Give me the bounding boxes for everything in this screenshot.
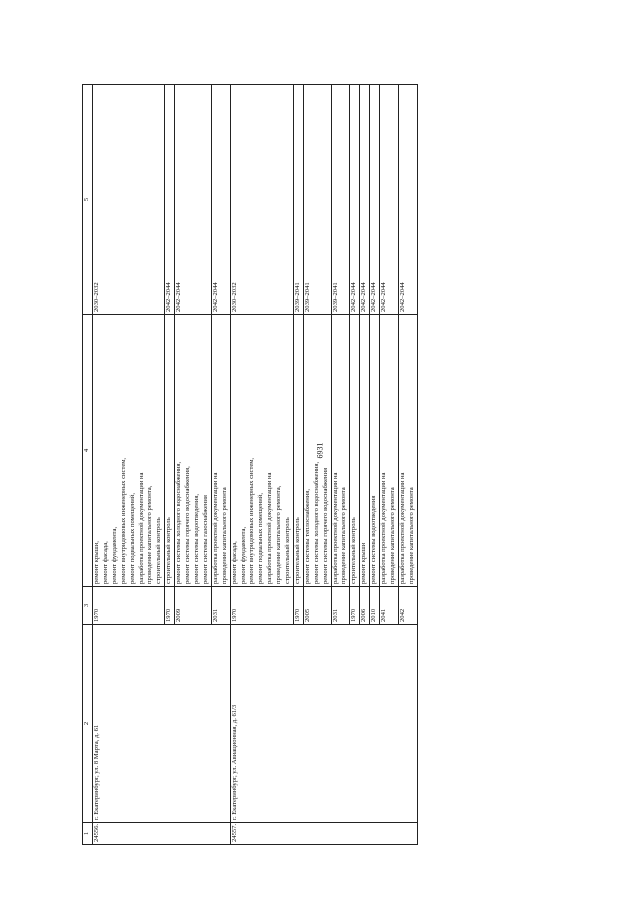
- work-item: ремонт системы водоотведения: [370, 495, 378, 584]
- work-item: ремонт крыши,: [93, 541, 100, 584]
- work-item: ремонт системы холодного водоснабжения,: [175, 461, 183, 584]
- period-cell: 2042–2044: [380, 85, 399, 315]
- work-item: ремонт системы газоснабжения: [201, 495, 209, 584]
- work-item: ремонт фундамента,: [239, 526, 247, 584]
- works-cell: [303, 315, 331, 587]
- capital-repair-table: [82, 84, 418, 845]
- rotated-table-wrapper: [82, 85, 518, 845]
- work-item: ремонт фундамента,: [110, 526, 118, 584]
- header-col-5: 5: [83, 85, 93, 315]
- work-item: разработка проектной документации на: [380, 472, 388, 584]
- year-cell: 1970: [293, 587, 303, 625]
- period-cell: 2042–2044: [350, 85, 360, 315]
- header-col-3: 3: [83, 587, 93, 625]
- work-item: разработка проектной документации на: [331, 472, 339, 584]
- work-item: проведение капитального ремонта: [389, 487, 396, 584]
- work-item: проведение капитального ремонта: [220, 487, 228, 584]
- works-cell: [293, 315, 303, 587]
- year-cell: 2031: [331, 587, 350, 625]
- year-cell: 2006: [360, 587, 370, 625]
- work-item: проведение капитального ремонта: [340, 487, 348, 584]
- work-item: строительный контроль: [155, 517, 163, 584]
- works-cell: [350, 315, 360, 587]
- work-item: ремонт крыши: [360, 542, 368, 584]
- year-cell: 2042: [398, 587, 417, 625]
- work-item: проведение капитального ремонта: [407, 487, 415, 584]
- year-cell: 2031: [211, 587, 230, 625]
- work-item: строительный контроль: [293, 517, 301, 584]
- work-item: разработка проектной документации на: [211, 472, 219, 584]
- period-cell: 2042–2044: [175, 85, 212, 315]
- period-cell: 2042–2044: [370, 85, 380, 315]
- year-cell: 2010: [370, 587, 380, 625]
- period-cell: 2030–2032: [93, 85, 165, 315]
- year-cell: 1970: [230, 587, 293, 625]
- period-cell: 2030–2032: [230, 85, 293, 315]
- works-cell: [230, 315, 293, 587]
- work-item: ремонт системы теплоснабжения,: [303, 489, 311, 584]
- works-cell: [165, 315, 175, 587]
- works-cell: [211, 315, 230, 587]
- work-item: ремонт внутридомовых инженерных систем,: [248, 457, 256, 584]
- header-col-2: 2: [83, 625, 93, 823]
- year-cell: 2009: [175, 587, 212, 625]
- work-item: строительный контроль: [284, 517, 292, 584]
- work-item: ремонт системы горячего водоснабжения: [321, 467, 329, 584]
- year-cell: 1970: [93, 587, 165, 625]
- work-item: ремонт фасада,: [230, 541, 238, 584]
- table-header-row: [83, 85, 93, 845]
- works-cell: [398, 315, 417, 587]
- work-item: ремонт внутридомовых инженерных систем,: [119, 457, 127, 584]
- period-cell: 2042–2044: [360, 85, 370, 315]
- works-cell: [93, 315, 165, 587]
- work-item: ремонт системы водоотведения,: [192, 493, 200, 584]
- table-body: [83, 85, 418, 845]
- works-cell: [370, 315, 380, 587]
- work-item: разработка проектной документации на: [266, 472, 274, 584]
- period-cell: 2042–2044: [165, 85, 175, 315]
- period-cell: 2039–2041: [293, 85, 303, 315]
- work-item: ремонт системы горячего водоснабжения,: [184, 466, 192, 584]
- year-cell: 1970: [350, 587, 360, 625]
- works-cell: [380, 315, 399, 587]
- year-cell: 2041: [380, 587, 399, 625]
- work-item: строительный контроль: [350, 517, 358, 584]
- works-cell: [331, 315, 350, 587]
- work-item: ремонт подвальных помещений,: [257, 493, 265, 584]
- period-cell: 2042–2044: [211, 85, 230, 315]
- period-cell: 2039–2041: [303, 85, 331, 315]
- table-row: [230, 85, 293, 845]
- work-item: разработка проектной документации на: [137, 472, 145, 584]
- work-item: ремонт системы холодного водоснабжения,: [312, 461, 320, 584]
- year-cell: 2005: [303, 587, 331, 625]
- row-number-cell: 24556.: [93, 823, 231, 845]
- header-col-1: 1: [83, 823, 93, 845]
- works-cell: [360, 315, 370, 587]
- address-cell: г. Екатеринбург, ул. 8 Марта, д. 61: [93, 625, 231, 823]
- work-item: проведение капитального ремонта,: [275, 485, 283, 584]
- table-row: [93, 85, 165, 845]
- period-cell: 2042–2044: [398, 85, 417, 315]
- header-col-4: 4: [83, 315, 93, 587]
- row-number-cell: 24557.: [230, 823, 417, 845]
- page-number: 6931: [315, 442, 325, 459]
- work-item: ремонт подвальных помещений,: [128, 493, 136, 584]
- work-item: строительный контроль: [165, 517, 173, 584]
- work-item: ремонт фасада,: [101, 541, 109, 584]
- work-item: проведение капитального ремонта,: [146, 485, 154, 584]
- address-cell: г. Екатеринбург, ул. Авиационная, д. 61/3: [230, 625, 417, 823]
- period-cell: 2039–2041: [331, 85, 350, 315]
- year-cell: 1970: [165, 587, 175, 625]
- works-cell: [175, 315, 212, 587]
- work-item: разработка проектной документации на: [398, 472, 406, 584]
